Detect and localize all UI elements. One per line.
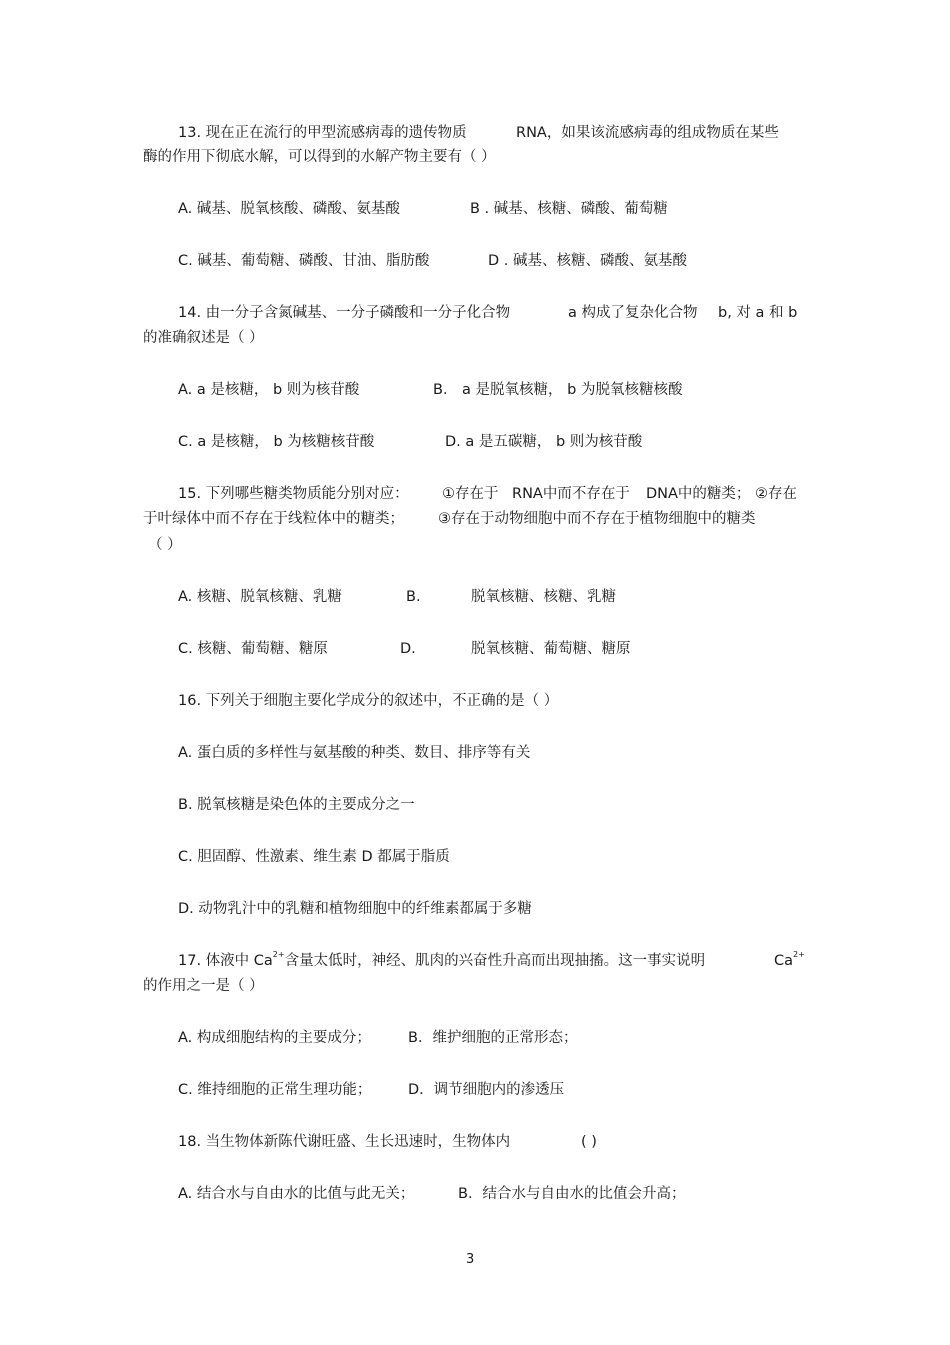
q14-stem-line1a: 14. 由一分子含氮碱基、一分子磷酸和一分子化合物 xyxy=(178,305,511,321)
q18-option-a: A. 结合水与自由水的比值与此无关； xyxy=(178,1186,415,1202)
q14-stem-line1b: a 构成了复杂化合物 xyxy=(568,305,698,321)
q15-stem-line1a: 15. 下列哪些糖类物质能分别对应： xyxy=(178,486,409,502)
q17-stem-line2: 的作用之一是（ ） xyxy=(143,978,264,994)
q17-stem-line1 xyxy=(178,951,705,973)
q15-option-c: C. 核糖、葡萄糖、糖原 xyxy=(178,641,328,657)
q13-option-c: C. 碱基、葡萄糖、磷酸、甘油、脂肪酸 xyxy=(178,253,430,269)
q13-option-b: B . 碱基、核糖、磷酸、葡萄糖 xyxy=(470,201,668,217)
q13-stem-line1a: 13. 现在正在流行的甲型流感病毒的遗传物质 xyxy=(178,125,467,141)
q18-stem-b: ( ) xyxy=(581,1134,597,1150)
q18-stem-a: 18. 当生物体新陈代谢旺盛、生长迅速时，生物体内 xyxy=(178,1134,511,1150)
q15-option-b: 脱氧核糖、核糖、乳糖 xyxy=(471,589,616,605)
q14-option-d: D. a 是五碳糖， b 则为核苷酸 xyxy=(445,434,643,450)
q17-stem-part-a: 17. 体液中 Ca xyxy=(178,953,273,969)
page-number: 3 xyxy=(466,1252,475,1267)
q16-option-d: D. 动物乳汁中的乳糖和植物细胞中的纤维素都属于多糖 xyxy=(178,901,532,917)
q17-stem-part-c: Ca xyxy=(774,953,794,969)
q15-option-d-label: D. xyxy=(400,641,416,657)
q14-stem-line1c: b, 对 a 和 b xyxy=(718,305,798,321)
q15-stem-line1c: RNA中而不存在于 xyxy=(512,486,630,502)
q16-option-b: B. 脱氧核糖是染色体的主要成分之一 xyxy=(178,797,415,813)
q15-stem-line3: （ ） xyxy=(148,537,182,553)
q17-option-a: A. 构成细胞结构的主要成分； xyxy=(178,1030,371,1046)
q15-option-b-label: B. xyxy=(406,589,421,605)
q15-stem-line2b: ③存在于动物细胞中而不存在于植物细胞中的糖类 xyxy=(438,511,756,527)
q17-option-d: D．调节细胞内的渗透压 xyxy=(408,1082,565,1098)
q17-option-b: B．维护细胞的正常形态； xyxy=(408,1030,578,1046)
q15-stem-line2a: 于叶绿体中而不存在于线粒体中的糖类； xyxy=(143,511,404,527)
q17-superscript-charge-2: 2+ xyxy=(793,950,805,959)
q16-stem: 16. 下列关于细胞主要化学成分的叙述中，不正确的是（ ） xyxy=(178,693,559,709)
q17-stem-ion xyxy=(774,951,805,973)
q13-stem-line1b: RNA，如果该流感病毒的组成物质在某些 xyxy=(516,125,779,141)
q13-option-d: D . 碱基、核糖、磷酸、氨基酸 xyxy=(488,253,687,269)
q14-option-b: B． a 是脱氧核糖， b 为脱氧核糖核酸 xyxy=(433,382,683,398)
q15-option-a: A. 核糖、脱氧核糖、乳糖 xyxy=(178,589,342,605)
q17-stem-part-b: 含量太低时，神经、肌肉的兴奋性升高而出现抽搐。这一事实说明 xyxy=(284,953,706,969)
q15-stem-line1d: DNA中的糖类； ②存在 xyxy=(646,486,798,502)
q14-option-c: C. a 是核糖， b 为核糖核苷酸 xyxy=(178,434,375,450)
q14-stem-line2: 的准确叙述是（ ） xyxy=(143,330,264,346)
q15-option-d: 脱氧核糖、葡萄糖、糖原 xyxy=(471,641,631,657)
q13-stem-line2: 酶的作用下彻底水解，可以得到的水解产物主要有（ ） xyxy=(143,149,496,165)
q14-option-a: A. a 是核糖， b 则为核苷酸 xyxy=(178,382,360,398)
q13-option-a: A. 碱基、脱氧核酸、磷酸、氨基酸 xyxy=(178,201,400,217)
q15-stem-line1b: ①存在于 xyxy=(442,486,499,502)
q16-option-a: A. 蛋白质的多样性与氨基酸的种类、数目、排序等有关 xyxy=(178,745,531,761)
q17-superscript-charge: 2+ xyxy=(272,950,285,959)
q18-option-b: B．结合水与自由水的比值会升高； xyxy=(458,1186,686,1202)
q16-option-c: C. 胆固醇、性激素、维生素 D 都属于脂质 xyxy=(178,849,450,865)
q17-option-c: C. 维持细胞的正常生理功能； xyxy=(178,1082,372,1098)
